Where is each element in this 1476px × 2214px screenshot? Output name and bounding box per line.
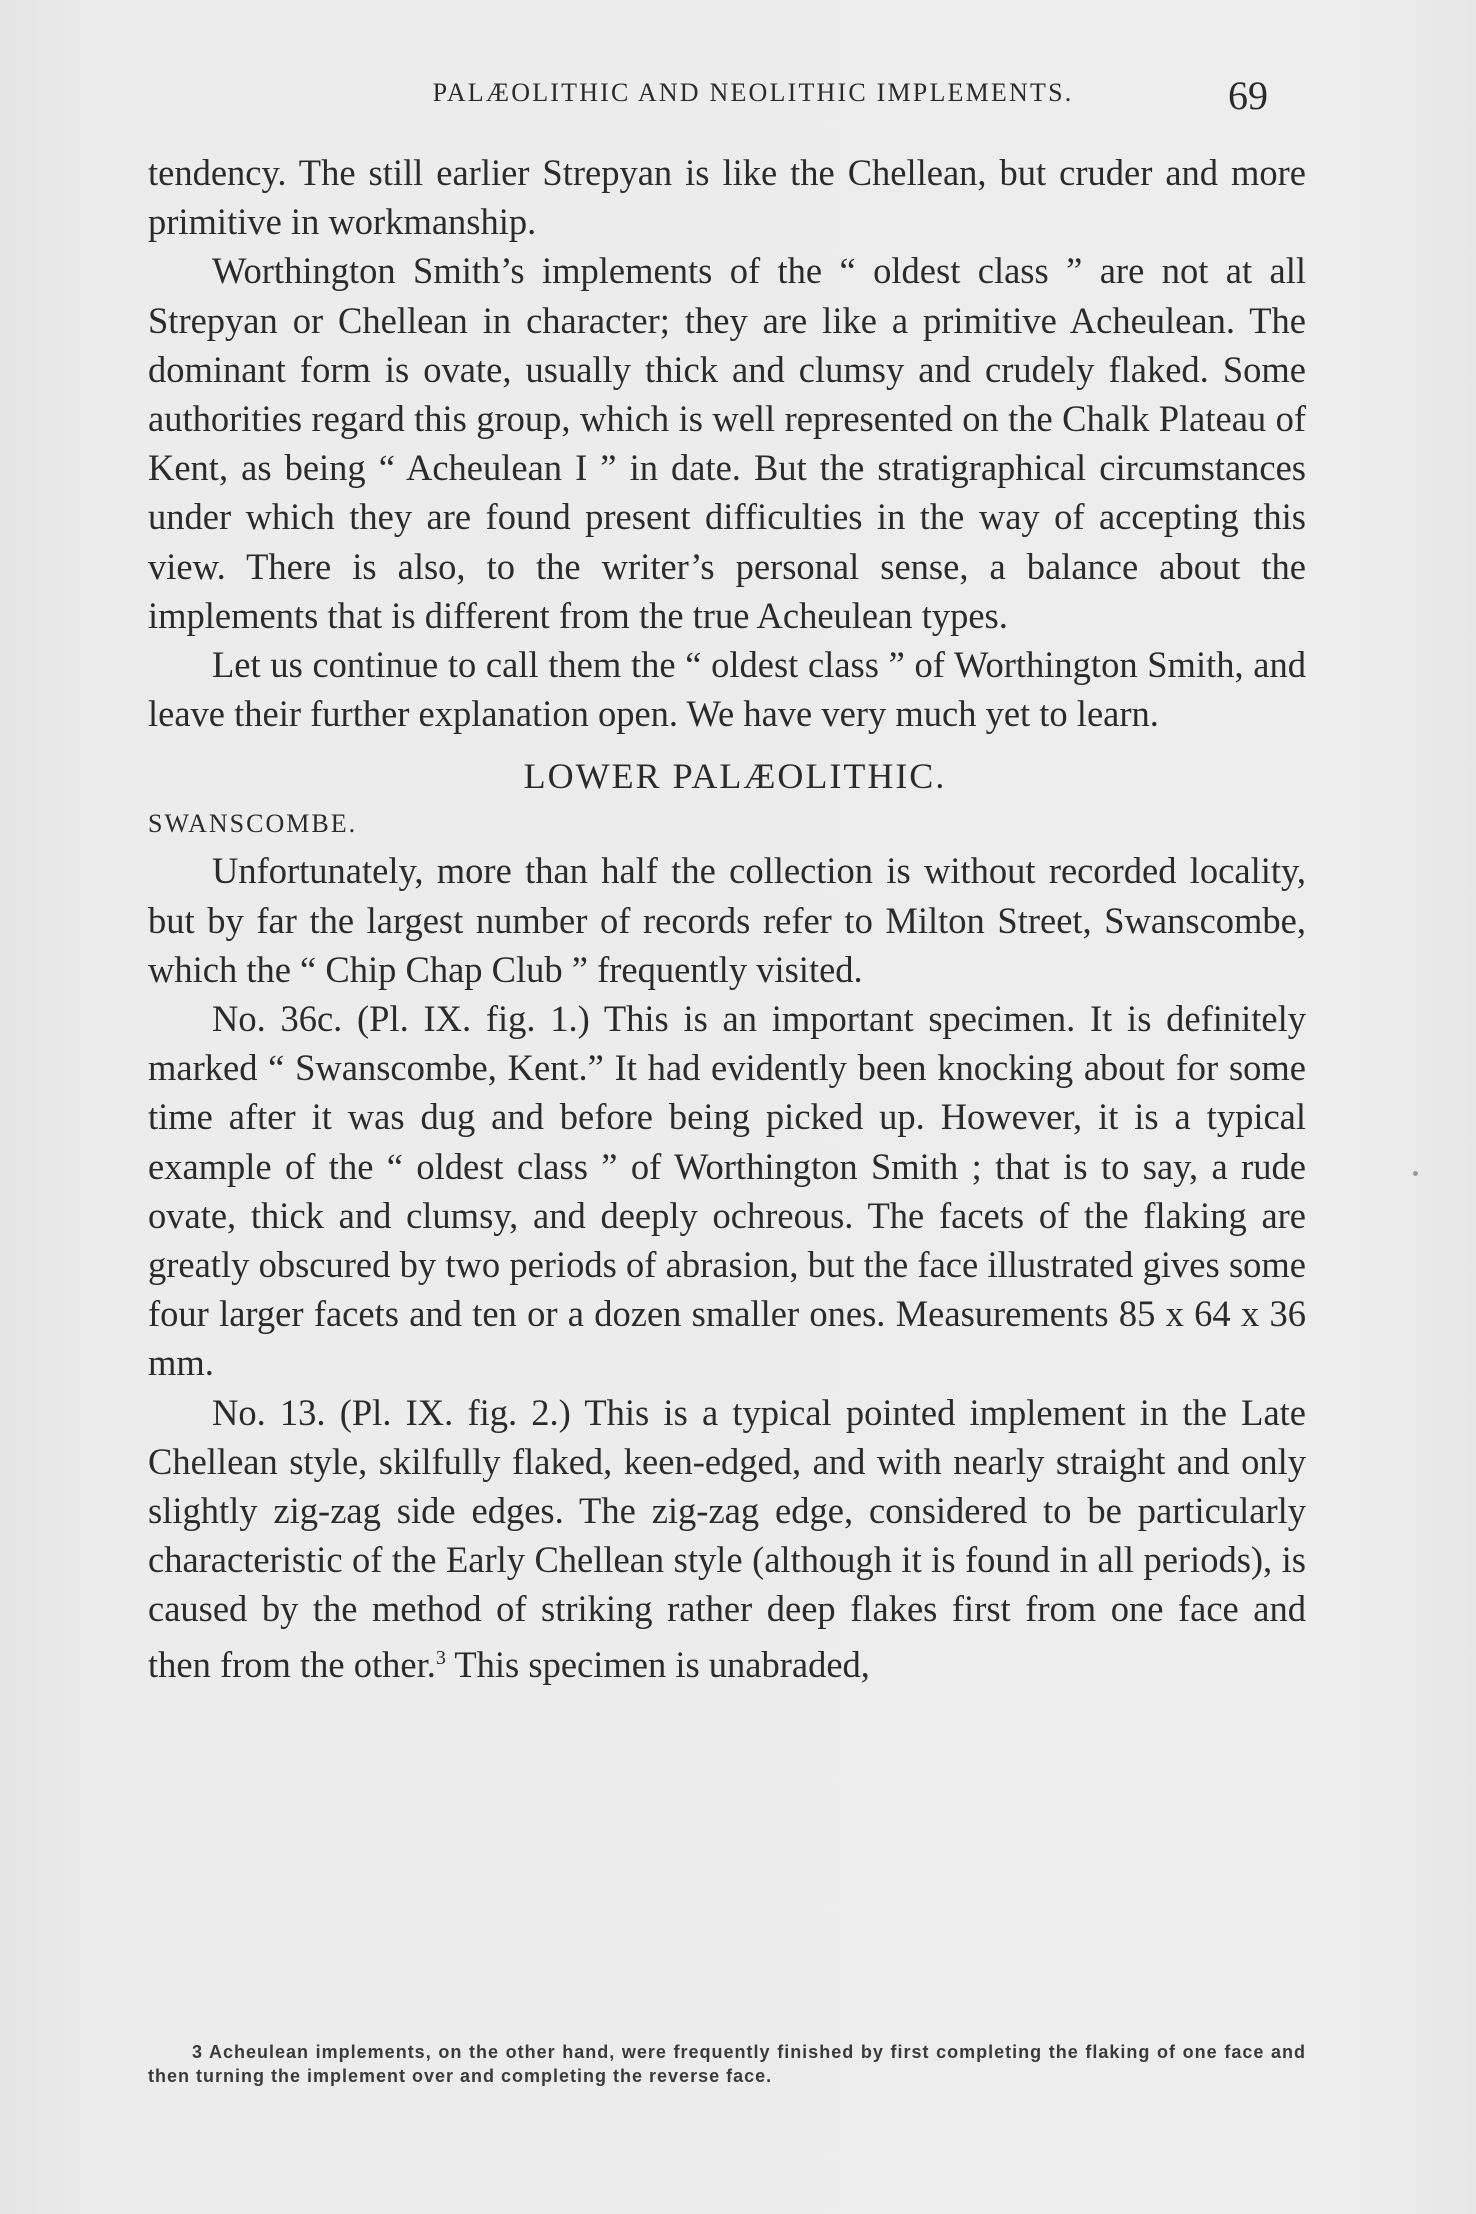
footnote — [148, 2040, 1306, 2088]
paragraph-2: Worthington Smith’s implements of the “ oldest class ” are not at all Strepyan or Chellean in character; they are like a primitive Acheulean. The dominant form is ovate, usually thick and clumsy and crudely flaked. Some authorities regard this group, which is well represented on the Chalk Plateau of Kent, as being “ Acheulean I ” in date. But the stratigraphical circumstances under which they are found present difficulties in the way of accepting this view. There is also, to the writer’s personal sense, a balance about the implements that is different from the true Acheulean types. — [148, 250, 1306, 636]
footnote-mark: 3 — [192, 2042, 204, 2062]
running-title: PALÆOLITHIC AND NEOLITHIC IMPLEMENTS. — [432, 78, 1074, 107]
paragraph-4: Unfortunately, more than half the collection is without recorded locality, but by far the largest number of records refer to Milton Street, Swanscombe, which the “ Chip Chap Club ” frequently visited. — [148, 850, 1306, 990]
footnote-reference: 3 — [435, 1646, 446, 1669]
paragraph-6-tail: This specimen is unabraded, — [454, 1643, 870, 1685]
running-head — [0, 73, 1476, 128]
paragraph-5: No. 36c. (Pl. IX. fig. 1.) This is an important specimen. It is definitely marked “ Swanscombe, Kent.” It had evidently been knocking about for some time after it was dug and before being picked up. However, it is a typical example of the “ oldest class ” of Worthington Smith ; that is to say, a rude ovate, thick and clumsy, and deeply ochreous. The facets of the flaking are greatly obscured by two periods of abrasion, but the face illustrated gives some four larger facets and ten or a dozen smaller ones. Measurements 85 x 64 x 36 mm. — [148, 998, 1306, 1384]
paragraph-1: tendency. The still earlier Strepyan is like the Chellean, but cruder and more primitive in workmanship. — [148, 152, 1306, 243]
paragraph-6-text: No. 13. (Pl. IX. fig. 2.) This is a typical pointed implement in the Late Chellean style, skilfully flaked, keen-edged, and with nearly straight and only slightly zig-zag side edges. The zig-zag edge, considered to be particularly characteristic of the Early Chellean style (although it is found in all periods), is caused by the method of striking rather deep flakes first from one face and then from the other. — [148, 1391, 1306, 1685]
paragraph-3: Let us continue to call them the “ oldest class ” of Worthington Smith, and leave their further explanation open. We have very much yet to learn. — [148, 644, 1306, 735]
section-heading: LOWER PALÆOLITHIC. — [523, 756, 947, 797]
footnote-text: Acheulean implements, on the other hand, were frequently finished by first completing the flaking of one face and then turning the implement over and completing the reverse face. — [148, 2042, 1306, 2086]
page-number: 69 — [1228, 73, 1268, 118]
paragraph-6 — [148, 1388, 1306, 1689]
body-text — [148, 148, 1306, 1689]
section-subheading: SWANSCOMBE. — [148, 809, 358, 839]
paper-speck — [1413, 1171, 1418, 1176]
